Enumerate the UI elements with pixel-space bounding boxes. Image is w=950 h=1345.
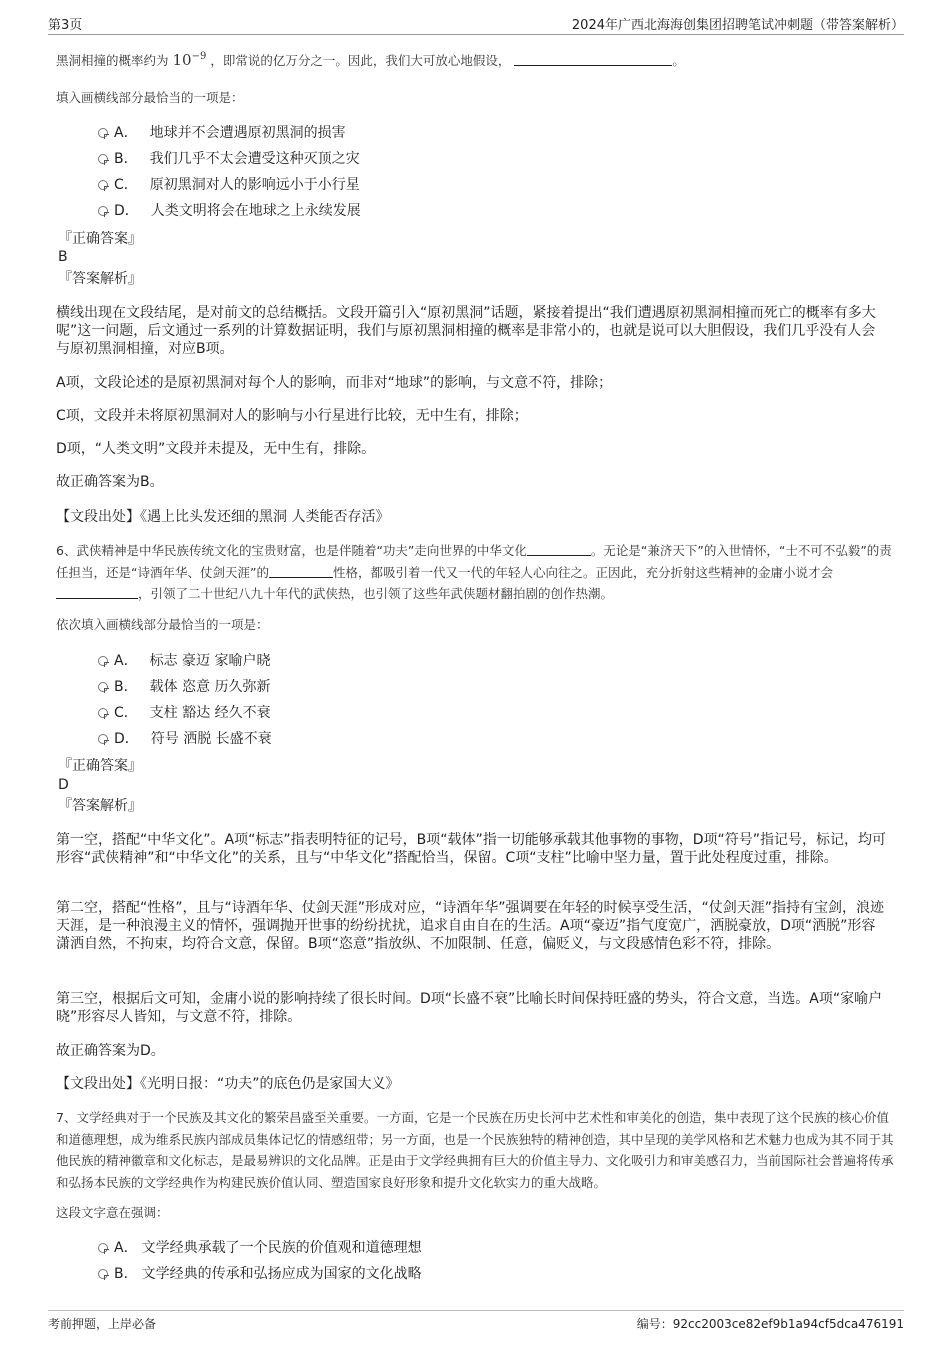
q5-answer-label: 『正确答案』 bbox=[58, 231, 142, 247]
q6-option-d[interactable]: D． 符号 洒脱 长盛不衰 bbox=[98, 730, 272, 748]
document-title: 2024年广西北海海创集团招聘笔试冲刺题（带答案解析） bbox=[571, 18, 904, 33]
document-code: 编号：92cc2003ce82ef9b1a94cf5dca476191 bbox=[636, 1317, 904, 1331]
radio-icon[interactable] bbox=[98, 734, 108, 744]
q7-stem: 7、文学经典对于一个民族及其文化的繁荣昌盛至关重要。一方面，它是一个民族在历史长河中艺术性和审美化的创造，集中表现了这个民族的核心价值和道德理想，成为维系民族内部成员集体记忆的情感纽带；另一方面，也是一个民族独特的精神创造，其中呈现的美学风格和艺术魅力也成为其不同于其他民族的精神徽章和文化标志，是最易辨识的文化品牌。正是由于文学经典拥有巨大的价值主导力、文化吸引力和审美感召力，当前国际社会普遍将传承和弘扬本民族的文学经典作为构建民族价值认同、塑造国家良好形象和提升文化软实力的重大战略。 bbox=[56, 1110, 894, 1190]
q6-answer-label: 『正确答案』 bbox=[58, 758, 142, 774]
q6-option-c[interactable]: C． 支柱 豁达 经久不衰 bbox=[98, 704, 271, 722]
answer-blank bbox=[514, 53, 672, 66]
answer-blank bbox=[527, 543, 591, 556]
q6-analysis-p3: 第三空，根据后文可知，金庸小说的影响持续了很长时间。D项“长盛不衰”比喻长时间保持旺盛的势头，符合文意，当选。A项“家喻户晓”形容尽人皆知，与文意不符，排除。 bbox=[56, 991, 883, 1025]
q5-analysis-p5: 故正确答案为B。 bbox=[56, 474, 164, 490]
q5-analysis-p1: 横线出现在文段结尾，是对前文的总结概括。文段开篇引入“原初黑洞”话题，紧接着提出“我们遭遇原初黑洞相撞而死亡的概率有多大呢”这一问题，后文通过一系列的计算数据证明，我们与原初黑洞相撞的概率是非常小的，也就是说可以大胆假设，我们几乎没有人会与原初黑洞相撞，对应B项。 bbox=[56, 305, 876, 357]
radio-icon[interactable] bbox=[98, 708, 108, 718]
q7-option-a[interactable]: A． 文学经典承载了一个民族的价值观和道德理想 bbox=[98, 1239, 422, 1257]
q5-source: 【文段出处】《遇上比头发还细的黑洞 人类能否存活》 bbox=[56, 509, 390, 525]
q6-option-a[interactable]: A． 标志 豪迈 家喻户晓 bbox=[98, 652, 270, 670]
page-footer bbox=[48, 1310, 904, 1335]
answer-blank bbox=[56, 586, 138, 599]
q5-option-b[interactable]: B． 我们几乎不太会遭受这种灭顶之灾 bbox=[98, 150, 360, 168]
page-number: 第3页 bbox=[48, 18, 83, 33]
radio-icon[interactable] bbox=[98, 180, 108, 190]
q6-option-b[interactable]: B． 载体 恣意 历久弥新 bbox=[98, 678, 271, 696]
q5-analysis-label: 『答案解析』 bbox=[58, 271, 142, 287]
q6-analysis-label: 『答案解析』 bbox=[58, 798, 142, 814]
radio-icon[interactable] bbox=[98, 1243, 108, 1253]
q5-analysis-p4: D项，“人类文明”文段并未提及，无中生有，排除。 bbox=[56, 441, 376, 457]
q5-answer: B bbox=[58, 249, 68, 265]
q5-option-d[interactable]: D． 人类文明将会在地球之上永续发展 bbox=[98, 202, 361, 220]
page-header bbox=[48, 14, 904, 35]
radio-icon[interactable] bbox=[98, 154, 108, 164]
q6-stem: 6、武侠精神是中华民族传统文化的宝贵财富，也是伴随着“功夫”走向世界的中华文化 。无论是“兼济天下”的入世情怀，“士不可不弘毅”的责任担当，还是“诗酒年华、仗剑天涯”的 性格，都吸引着一代又一代的年轻人心向往之。正因此，充分折射这些精神的金庸小说才会，引领了二十世纪八九十年代的武侠热，也引领了这些年武侠题材翻拍剧的创作热潮。 bbox=[56, 543, 892, 601]
answer-blank bbox=[269, 565, 333, 578]
q6-analysis-p1: 第一空，搭配“中华文化”。A项“标志”指表明特征的记号，B项“载体”指一切能够承载其他事物的事物，D项“符号”指记号，标记，均可形容“武侠精神”和“中华文化”的关系，且与“中华文化”搭配恰当，保留。C项“支柱”比喻中坚力量，置于此处程度过重，排除。 bbox=[56, 832, 886, 866]
radio-icon[interactable] bbox=[98, 656, 108, 666]
math-expression: $10^{-9}$ bbox=[172, 51, 207, 69]
q5-prompt: 填入画横线部分最恰当的一项是： bbox=[56, 90, 244, 105]
q6-prompt: 依次填入画横线部分最恰当的一项是： bbox=[56, 617, 269, 632]
q6-analysis-p2: 第二空，搭配“性格”，且与“诗酒年华、仗剑天涯”形成对应，“诗酒年华”强调要在年轻的时候享受生活，“仗剑天涯”指持有宝剑，浪迹天涯，是一种浪漫主义的情怀，强调抛开世事的纷纷扰扰，追求自由自在的生活。A项“豪迈”指气度宽广，洒脱豪放，D项“洒脱”形容潇洒自然，不拘束，均符合文意，保留。B项“恣意”指放纵、不加限制、任意，偏贬义，与文段感情色彩不符，排除。 bbox=[56, 900, 885, 952]
q5-stem: 黑洞相撞的概率约为 $10^{-9}$ ，即常说的亿万分之一。因此，我们大可放心地假设， 。 bbox=[56, 51, 685, 69]
q5-analysis-p2: A项，文段论述的是原初黑洞对每个人的影响，而非对“地球”的影响，与文意不符，排除； bbox=[56, 375, 613, 391]
q5-option-c[interactable]: C． 原初黑洞对人的影响远小于小行星 bbox=[98, 176, 360, 194]
radio-icon[interactable] bbox=[98, 128, 108, 138]
q7-prompt: 这段文字意在强调： bbox=[56, 1205, 169, 1220]
q6-source: 【文段出处】《光明日报：“功夫”的底色仍是家国大义》 bbox=[56, 1076, 400, 1092]
radio-icon[interactable] bbox=[98, 1269, 108, 1279]
radio-icon[interactable] bbox=[98, 206, 108, 216]
q5-analysis-p3: C项，文段并未将原初黑洞对人的影响与小行星进行比较，无中生有，排除； bbox=[56, 408, 528, 424]
radio-icon[interactable] bbox=[98, 682, 108, 692]
q5-option-a[interactable]: A． 地球并不会遭遇原初黑洞的损害 bbox=[98, 124, 346, 142]
q7-option-b[interactable]: B． 文学经典的传承和弘扬应成为国家的文化战略 bbox=[98, 1265, 422, 1283]
q6-answer: D bbox=[58, 777, 69, 793]
q6-analysis-p4: 故正确答案为D。 bbox=[56, 1043, 165, 1059]
footer-slogan: 考前押题，上岸必备 bbox=[48, 1317, 157, 1331]
